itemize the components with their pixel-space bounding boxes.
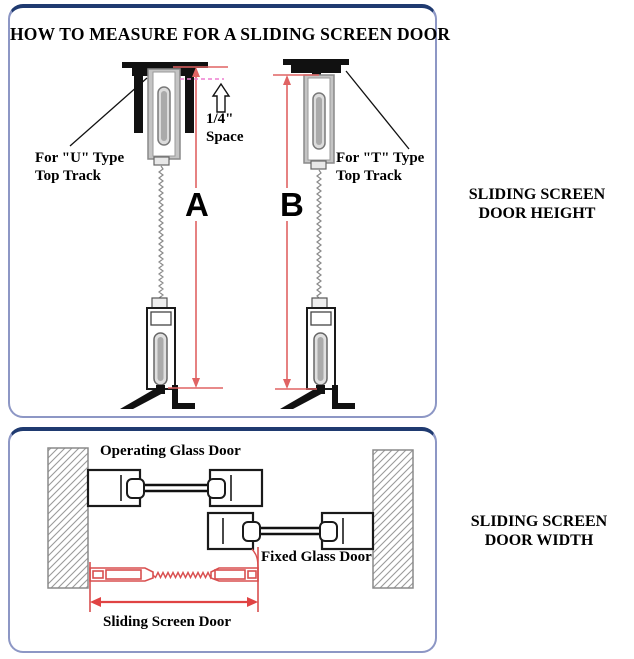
interlock-stile bbox=[320, 522, 337, 541]
right-wall bbox=[373, 450, 413, 588]
page-title: HOW TO MEASURE FOR A SLIDING SCREEN DOOR bbox=[10, 24, 451, 44]
operating-glass-door bbox=[88, 470, 262, 506]
operating-door-label: Operating Glass Door bbox=[100, 443, 241, 459]
screen-mesh-right bbox=[317, 170, 321, 298]
bottom-roller-right bbox=[280, 298, 355, 409]
left-wall bbox=[48, 448, 88, 588]
interlock-stile bbox=[243, 522, 260, 541]
quarter-space-label: 1/4" Space bbox=[206, 111, 244, 145]
interlock-stile bbox=[208, 479, 225, 498]
u-track-label: For "U" Type Top Track bbox=[35, 150, 125, 184]
bottom-roller-left bbox=[120, 298, 195, 409]
dim-b-label: B bbox=[280, 186, 304, 223]
height-caption: SLIDING SCREEN DOOR HEIGHT bbox=[468, 186, 606, 222]
t-track-pointer-line bbox=[346, 71, 409, 149]
fixed-door-label: Fixed Glass Door bbox=[261, 549, 372, 565]
fixed-glass-door bbox=[208, 513, 373, 549]
height-diagram bbox=[8, 5, 451, 418]
width-caption: SLIDING SCREEN DOOR WIDTH bbox=[470, 513, 608, 549]
screen-mesh bbox=[153, 573, 211, 578]
u-type-roller-assembly bbox=[122, 62, 208, 165]
screen-door-label: Sliding Screen Door bbox=[103, 614, 232, 630]
up-arrow-icon bbox=[213, 84, 229, 112]
interlock-stile bbox=[127, 479, 144, 498]
screen-mesh-left bbox=[159, 166, 163, 298]
dim-a-label: A bbox=[185, 186, 209, 223]
t-track-label: For "T" Type Top Track bbox=[336, 150, 425, 184]
